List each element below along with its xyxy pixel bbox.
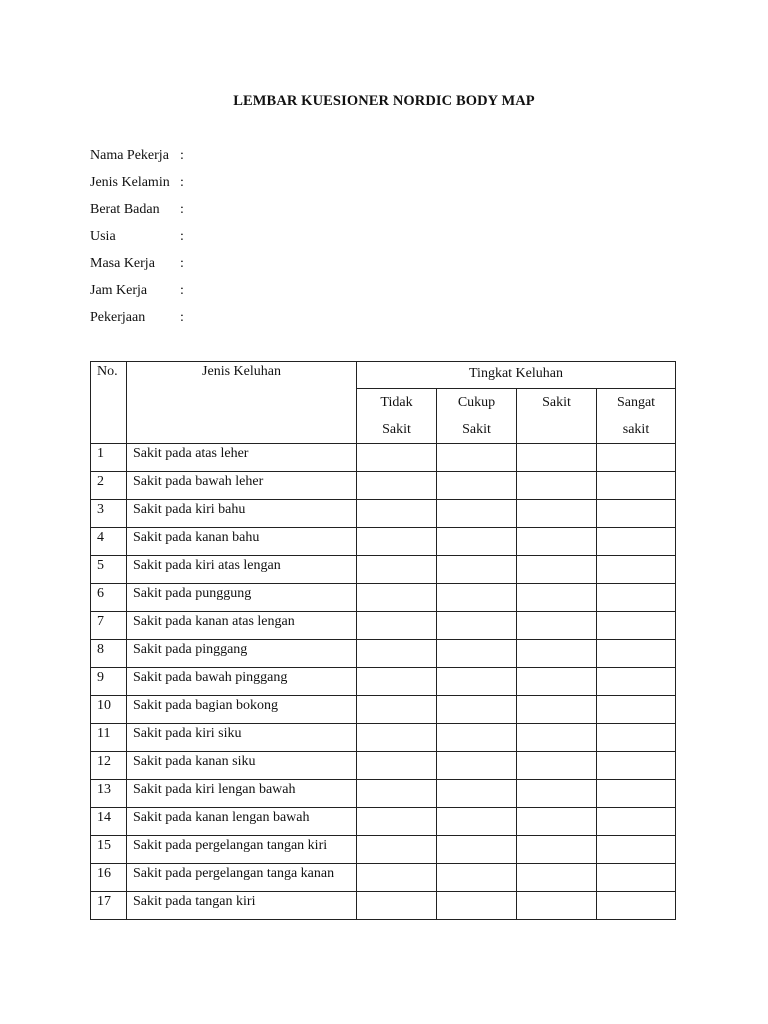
complaint-label: Sakit pada tangan kiri <box>127 892 357 920</box>
complaint-table <box>90 361 676 920</box>
answer-cell-cukup-sakit[interactable] <box>437 556 517 584</box>
table-row <box>91 808 676 836</box>
info-colon: : <box>180 283 184 298</box>
answer-cell-sangat-sakit[interactable] <box>597 892 676 920</box>
answer-cell-cukup-sakit[interactable] <box>437 864 517 892</box>
row-number: 2 <box>91 472 127 500</box>
level-line: Cukup <box>457 395 496 410</box>
row-number: 14 <box>91 808 127 836</box>
answer-cell-sangat-sakit[interactable] <box>597 668 676 696</box>
answer-cell-sakit[interactable] <box>517 640 597 668</box>
answer-cell-sakit[interactable] <box>517 444 597 472</box>
answer-cell-sangat-sakit[interactable] <box>597 612 676 640</box>
answer-cell-tidak-sakit[interactable] <box>357 864 437 892</box>
answer-cell-sakit[interactable] <box>517 808 597 836</box>
answer-cell-tidak-sakit[interactable] <box>357 584 437 612</box>
info-row-usia <box>90 227 184 254</box>
table-row <box>91 528 676 556</box>
complaint-label: Sakit pada kiri siku <box>127 724 357 752</box>
answer-cell-sangat-sakit[interactable] <box>597 752 676 780</box>
answer-cell-sangat-sakit[interactable] <box>597 808 676 836</box>
table-row <box>91 472 676 500</box>
answer-cell-sangat-sakit[interactable] <box>597 780 676 808</box>
level-line: Sakit <box>542 395 571 410</box>
answer-cell-tidak-sakit[interactable] <box>357 472 437 500</box>
complaint-label: Sakit pada punggung <box>127 584 357 612</box>
answer-cell-tidak-sakit[interactable] <box>357 808 437 836</box>
header-level-sangat-sakit <box>597 389 676 444</box>
header-level-cukup-sakit <box>437 389 517 444</box>
answer-cell-cukup-sakit[interactable] <box>437 836 517 864</box>
info-colon: : <box>180 202 184 217</box>
row-number: 6 <box>91 584 127 612</box>
answer-cell-sangat-sakit[interactable] <box>597 836 676 864</box>
info-row-masa-kerja <box>90 254 184 281</box>
table-row <box>91 640 676 668</box>
complaint-label: Sakit pada bagian bokong <box>127 696 357 724</box>
table-row <box>91 864 676 892</box>
table-body <box>91 444 676 920</box>
header-level-sakit <box>517 389 597 444</box>
answer-cell-cukup-sakit[interactable] <box>437 472 517 500</box>
answer-cell-sangat-sakit[interactable] <box>597 696 676 724</box>
complaint-label: Sakit pada pergelangan tanga kanan <box>127 864 357 892</box>
answer-cell-sangat-sakit[interactable] <box>597 500 676 528</box>
answer-cell-cukup-sakit[interactable] <box>437 752 517 780</box>
complaint-label: Sakit pada kanan bahu <box>127 528 357 556</box>
level-line: Sakit <box>382 422 411 437</box>
complaint-label: Sakit pada pinggang <box>127 640 357 668</box>
answer-cell-cukup-sakit[interactable] <box>437 528 517 556</box>
table-row <box>91 556 676 584</box>
table-row <box>91 752 676 780</box>
header-tingkat-keluhan: Tingkat Keluhan <box>357 362 676 389</box>
info-label: Jenis Kelamin <box>90 175 170 190</box>
info-label: Nama Pekerja <box>90 148 169 163</box>
answer-cell-tidak-sakit[interactable] <box>357 528 437 556</box>
answer-cell-sakit[interactable] <box>517 668 597 696</box>
row-number: 11 <box>91 724 127 752</box>
complaint-label: Sakit pada atas leher <box>127 444 357 472</box>
answer-cell-sakit[interactable] <box>517 584 597 612</box>
answer-cell-tidak-sakit[interactable] <box>357 500 437 528</box>
answer-cell-cukup-sakit[interactable] <box>437 892 517 920</box>
row-number: 8 <box>91 640 127 668</box>
header-no: No. <box>91 362 127 444</box>
complaint-label: Sakit pada kanan siku <box>127 752 357 780</box>
answer-cell-cukup-sakit[interactable] <box>437 640 517 668</box>
answer-cell-tidak-sakit[interactable] <box>357 892 437 920</box>
info-row-pekerjaan <box>90 308 184 335</box>
answer-cell-sakit[interactable] <box>517 696 597 724</box>
complaint-label: Sakit pada kiri lengan bawah <box>127 780 357 808</box>
table-row <box>91 584 676 612</box>
info-colon: : <box>180 175 184 190</box>
answer-cell-tidak-sakit[interactable] <box>357 640 437 668</box>
answer-cell-cukup-sakit[interactable] <box>437 444 517 472</box>
info-row-jenis-kelamin <box>90 173 184 200</box>
table-row <box>91 668 676 696</box>
answer-cell-sangat-sakit[interactable] <box>597 640 676 668</box>
worker-info-section <box>90 146 184 335</box>
answer-cell-sangat-sakit[interactable] <box>597 556 676 584</box>
table-row <box>91 696 676 724</box>
answer-cell-cukup-sakit[interactable] <box>437 668 517 696</box>
level-line: sakit <box>622 422 650 437</box>
answer-cell-tidak-sakit[interactable] <box>357 752 437 780</box>
level-line: Tidak <box>380 395 413 410</box>
row-number: 10 <box>91 696 127 724</box>
row-number: 13 <box>91 780 127 808</box>
answer-cell-sakit[interactable] <box>517 528 597 556</box>
level-line: Sakit <box>462 422 491 437</box>
info-label: Pekerjaan <box>90 310 146 325</box>
table-row <box>91 836 676 864</box>
answer-cell-tidak-sakit[interactable] <box>357 556 437 584</box>
info-label: Jam Kerja <box>90 283 148 298</box>
table-row <box>91 892 676 920</box>
row-number: 7 <box>91 612 127 640</box>
complaint-label: Sakit pada kanan lengan bawah <box>127 808 357 836</box>
answer-cell-cukup-sakit[interactable] <box>437 780 517 808</box>
complaint-label: Sakit pada bawah leher <box>127 472 357 500</box>
answer-cell-sakit[interactable] <box>517 724 597 752</box>
answer-cell-sakit[interactable] <box>517 864 597 892</box>
answer-cell-sakit[interactable] <box>517 892 597 920</box>
answer-cell-cukup-sakit[interactable] <box>437 724 517 752</box>
table-row <box>91 500 676 528</box>
info-row-nama-pekerja <box>90 146 184 173</box>
table-row <box>91 612 676 640</box>
answer-cell-cukup-sakit[interactable] <box>437 808 517 836</box>
complaint-label: Sakit pada pergelangan tangan kiri <box>127 836 357 864</box>
table-row <box>91 444 676 472</box>
answer-cell-sakit[interactable] <box>517 500 597 528</box>
row-number: 9 <box>91 668 127 696</box>
row-number: 3 <box>91 500 127 528</box>
row-number: 1 <box>91 444 127 472</box>
table-row <box>91 780 676 808</box>
answer-cell-sakit[interactable] <box>517 780 597 808</box>
document-title: LEMBAR KUESIONER NORDIC BODY MAP <box>233 93 535 109</box>
info-colon: : <box>180 256 184 271</box>
row-number: 16 <box>91 864 127 892</box>
row-number: 12 <box>91 752 127 780</box>
answer-cell-sangat-sakit[interactable] <box>597 444 676 472</box>
header-jenis-keluhan: Jenis Keluhan <box>127 362 357 444</box>
answer-cell-sangat-sakit[interactable] <box>597 472 676 500</box>
complaint-label: Sakit pada kanan atas lengan <box>127 612 357 640</box>
answer-cell-tidak-sakit[interactable] <box>357 780 437 808</box>
row-number: 17 <box>91 892 127 920</box>
info-label: Masa Kerja <box>90 256 155 271</box>
level-line: Sangat <box>616 395 656 410</box>
answer-cell-tidak-sakit[interactable] <box>357 696 437 724</box>
info-row-berat-badan <box>90 200 184 227</box>
answer-cell-sakit[interactable] <box>517 472 597 500</box>
table-row <box>91 724 676 752</box>
answer-cell-sangat-sakit[interactable] <box>597 584 676 612</box>
complaint-label: Sakit pada kiri bahu <box>127 500 357 528</box>
row-number: 15 <box>91 836 127 864</box>
answer-cell-cukup-sakit[interactable] <box>437 612 517 640</box>
table-header-row <box>91 362 676 389</box>
complaint-label: Sakit pada kiri atas lengan <box>127 556 357 584</box>
answer-cell-sakit[interactable] <box>517 836 597 864</box>
answer-cell-tidak-sakit[interactable] <box>357 724 437 752</box>
answer-cell-sakit[interactable] <box>517 752 597 780</box>
row-number: 5 <box>91 556 127 584</box>
answer-cell-tidak-sakit[interactable] <box>357 668 437 696</box>
answer-cell-sangat-sakit[interactable] <box>597 528 676 556</box>
info-label: Berat Badan <box>90 202 160 217</box>
answer-cell-cukup-sakit[interactable] <box>437 500 517 528</box>
answer-cell-tidak-sakit[interactable] <box>357 836 437 864</box>
answer-cell-sangat-sakit[interactable] <box>597 724 676 752</box>
info-colon: : <box>180 229 184 244</box>
answer-cell-cukup-sakit[interactable] <box>437 696 517 724</box>
answer-cell-tidak-sakit[interactable] <box>357 444 437 472</box>
answer-cell-sakit[interactable] <box>517 612 597 640</box>
info-colon: : <box>180 148 184 163</box>
answer-cell-tidak-sakit[interactable] <box>357 612 437 640</box>
complaint-label: Sakit pada bawah pinggang <box>127 668 357 696</box>
info-label: Usia <box>90 229 116 244</box>
answer-cell-cukup-sakit[interactable] <box>437 584 517 612</box>
header-level-tidak-sakit <box>357 389 437 444</box>
answer-cell-sangat-sakit[interactable] <box>597 864 676 892</box>
answer-cell-sakit[interactable] <box>517 556 597 584</box>
info-colon: : <box>180 310 184 325</box>
info-row-jam-kerja <box>90 281 184 308</box>
row-number: 4 <box>91 528 127 556</box>
